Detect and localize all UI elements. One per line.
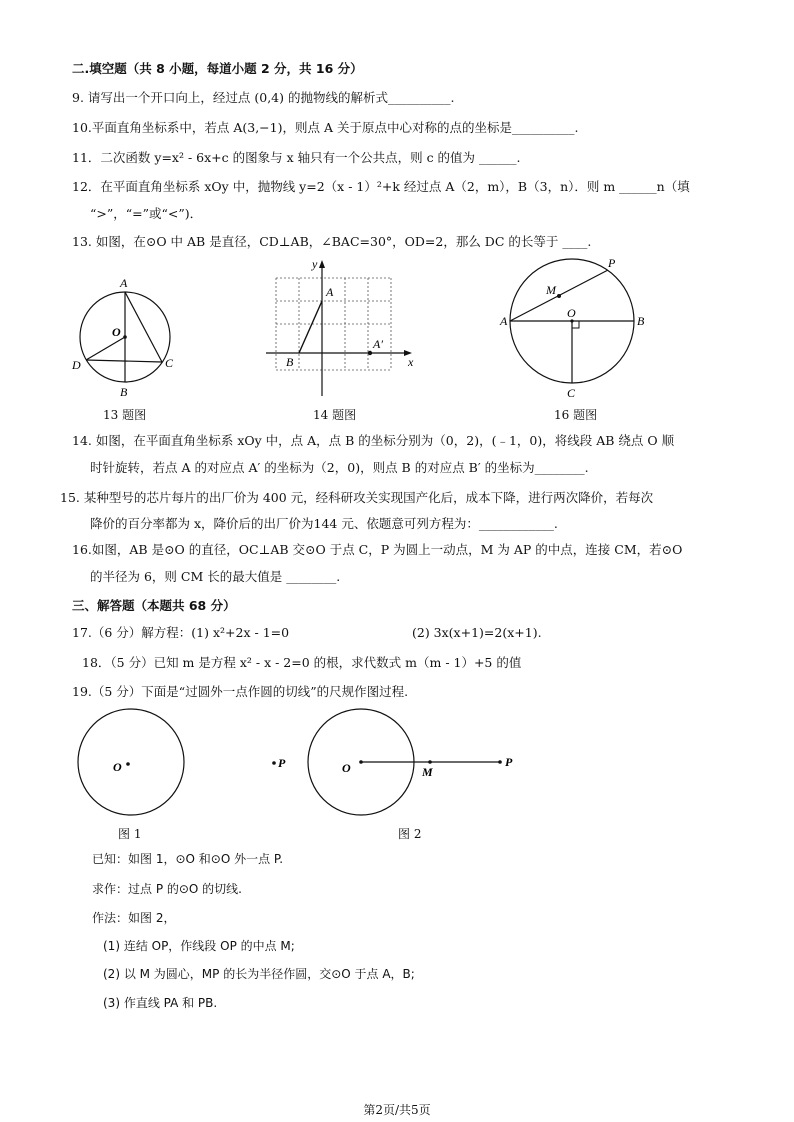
figure-1 bbox=[70, 706, 300, 816]
fig16-label-C: C bbox=[567, 386, 576, 400]
question-16-line-2: 的半径为 6，则 CM 长的最大值是 ________. bbox=[90, 569, 341, 584]
question-19-step-2: (2) 以 M 为圆心，MP 的长为半径作圆，交⊙O 于点 A，B; bbox=[103, 967, 415, 981]
fig2-label-M: M bbox=[422, 765, 433, 779]
question-19-known: 已知：如图 1，⊙O 和⊙O 外一点 P. bbox=[92, 852, 284, 866]
question-12-line-1: 12．在平面直角坐标系 xOy 中，抛物线 y=2（x - 1）²+k 经过点 A（2，m），B（3，n）．则 m ______n（填 bbox=[72, 179, 690, 194]
fig16-label-O: O bbox=[567, 306, 576, 320]
fig13-label-B: B bbox=[120, 385, 128, 399]
question-14-line-1: 14. 如图，在平面直角坐标系 xOy 中，点 A，点 B 的坐标分别为（0，2)，(﹣1，0)，将线段 AB 绕点 O 顺 bbox=[72, 433, 675, 448]
question-17-part-1: 17.（6 分）解方程：(1) x²+2x - 1=0 bbox=[72, 625, 290, 640]
figure-13 bbox=[70, 272, 200, 402]
fig1-caption: 图 1 bbox=[118, 827, 142, 841]
fig16-label-B: B bbox=[637, 314, 645, 328]
figure-16 bbox=[496, 256, 658, 402]
question-19-method: 作法：如图 2， bbox=[92, 911, 176, 925]
fig13-label-O: O bbox=[112, 325, 121, 339]
fig2-caption: 图 2 bbox=[398, 827, 422, 841]
fig13-label-A: A bbox=[120, 276, 128, 290]
question-17-part-2: (2) 3x(x+1)=2(x+1). bbox=[412, 625, 542, 640]
fig1-label-O: O bbox=[113, 760, 122, 774]
question-13: 13. 如图，在⊙O 中 AB 是直径，CD⊥AB，∠BAC=30°，OD=2，那么 DC 的长等于 ____. bbox=[72, 234, 592, 249]
question-10: 10.平面直角坐标系中，若点 A(3,−1)，则点 A 关于原点中心对称的点的坐标是__________. bbox=[72, 120, 579, 135]
fig13-caption: 13 题图 bbox=[103, 408, 147, 422]
fig14-label-A-prime: A′ bbox=[373, 337, 383, 351]
question-19-step-3: (3) 作直线 PA 和 PB. bbox=[103, 996, 218, 1010]
question-12-line-2: “>”，“=”或“<”)． bbox=[90, 206, 203, 221]
question-18: 18．（5 分）已知 m 是方程 x² - x - 2=0 的根，求代数式 m（m - 1）+5 的值 bbox=[82, 655, 522, 670]
fig14-label-A: A bbox=[326, 285, 334, 299]
fig13-label-D: D bbox=[72, 358, 81, 372]
figure-14 bbox=[260, 256, 420, 402]
section-3-title: 三、解答题（本题共 68 分） bbox=[72, 598, 236, 613]
fig16-label-M: M bbox=[546, 283, 556, 297]
question-16-line-1: 16.如图，AB 是⊙O 的直径，OC⊥AB 交⊙O 于点 C，P 为圆上一动点，M 为 AP 的中点，连接 CM，若⊙O bbox=[72, 542, 683, 557]
fig2-label-O: O bbox=[342, 761, 351, 775]
question-19-find: 求作：过点 P 的⊙O 的切线. bbox=[92, 882, 242, 896]
figure-2 bbox=[300, 706, 530, 816]
question-11: 11．二次函数 y=x² - 6x+c 的图象与 x 轴只有一个公共点，则 c 的值为 ______. bbox=[72, 150, 521, 165]
question-14-line-2: 时针旋转，若点 A 的对应点 A′ 的坐标为（2，0)，则点 B 的对应点 B′ 的坐标为________. bbox=[90, 460, 589, 475]
fig14-caption: 14 题图 bbox=[313, 408, 357, 422]
question-19-step-1: (1) 连结 OP，作线段 OP 的中点 M; bbox=[103, 939, 295, 953]
question-9: 9. 请写出一个开口向上，经过点 (0,4) 的抛物线的解析式__________. bbox=[72, 90, 455, 105]
section-2-title: 二.填空题（共 8 小题，每道小题 2 分，共 16 分） bbox=[72, 61, 363, 76]
fig14-label-B: B bbox=[286, 355, 294, 369]
fig16-caption: 16 题图 bbox=[554, 408, 598, 422]
fig14-label-y: y bbox=[312, 257, 318, 271]
fig2-label-P: P bbox=[505, 755, 513, 769]
fig1-label-P: P bbox=[278, 756, 286, 770]
fig16-label-P: P bbox=[608, 256, 616, 270]
question-15-line-2: 降价的百分率都为 x，降价后的出厂价为144 元、依题意可列方程为：____________. bbox=[90, 516, 558, 531]
page-footer: 第2页/共5页 bbox=[363, 1103, 431, 1117]
fig16-label-A: A bbox=[500, 314, 508, 328]
fig13-label-C: C bbox=[165, 356, 174, 370]
question-15-line-1: 15. 某种型号的芯片每片的出厂价为 400 元，经科研攻关实现国产化后，成本下降，进行两次降价，若每次 bbox=[60, 490, 654, 505]
fig14-label-x: x bbox=[408, 355, 414, 369]
question-19: 19.（5 分）下面是“过圆外一点作圆的切线”的尺规作图过程. bbox=[72, 684, 409, 699]
